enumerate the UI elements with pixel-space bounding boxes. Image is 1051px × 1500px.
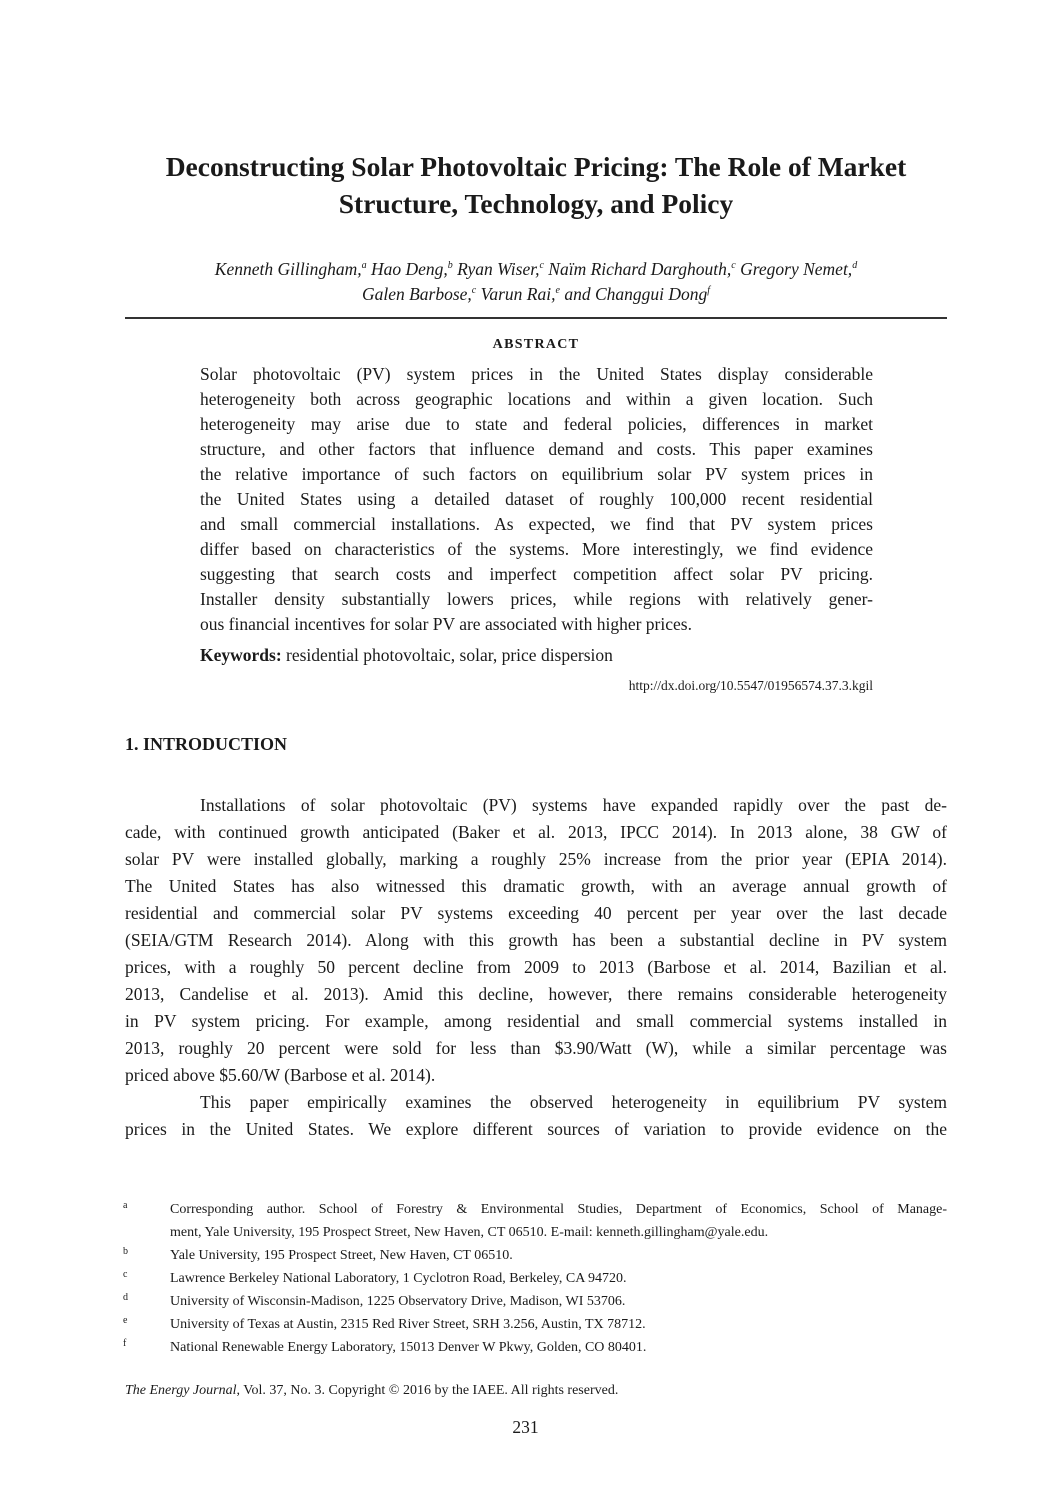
abstract-line: Installer density substantially lowers prices, while regions with relatively gener- xyxy=(200,589,873,609)
abstract-line: heterogeneity both across geographic locations and within a given location. Such xyxy=(200,389,873,409)
footnote-mark: a xyxy=(123,1200,128,1211)
body-line: 2013, Candelise et al. 2013). Amid this decline, however, there remains considerable heterogeneity xyxy=(125,984,947,1004)
journal-details: , Vol. 37, No. 3. Copyright © 2016 by the IAEE. All rights reserved. xyxy=(236,1383,619,1398)
title-line-1: Deconstructing Solar Photovoltaic Pricing: The Role of Market xyxy=(165,151,907,182)
author-name: Galen Barbose, xyxy=(361,284,472,304)
paper-title xyxy=(125,148,947,222)
journal-citation xyxy=(125,1381,618,1401)
body-line: solar PV were installed globally, marking a roughly 25% increase from the prior year (EPIA 2014). xyxy=(125,849,947,869)
abstract-line: suggesting that search costs and imperfect competition affect solar PV pricing. xyxy=(200,564,873,584)
abstract-body xyxy=(200,362,873,637)
affiliation-mark: e xyxy=(555,285,560,297)
abstract-line: and small commercial installations. As expected, we find that PV system prices xyxy=(200,514,873,534)
footnote-mark: d xyxy=(123,1292,128,1303)
footnote-a xyxy=(123,1198,947,1244)
footnote-line: Corresponding author. School of Forestry & Environmental Studies, Department of Economics, School of Manage- xyxy=(170,1202,947,1217)
abstract-line: Solar photovoltaic (PV) system prices in the United States display considerable xyxy=(200,364,873,384)
abstract-line: the relative importance of such factors on equilibrium solar PV system prices in xyxy=(200,464,873,484)
abstract-line: ous financial incentives for solar PV are associated with higher prices. xyxy=(200,614,692,634)
journal-name: The Energy Journal xyxy=(125,1383,237,1398)
author-name: Hao Deng, xyxy=(370,259,448,279)
body-line: in PV system pricing. For example, among residential and small commercial systems installed in xyxy=(125,1011,947,1031)
abstract-line: the United States using a detailed dataset of roughly 100,000 recent residential xyxy=(200,489,873,509)
footnote-f xyxy=(123,1336,947,1359)
footnotes xyxy=(123,1198,947,1359)
author-name: Ryan Wiser, xyxy=(457,259,540,279)
footnote-mark: c xyxy=(123,1269,128,1280)
doi-link[interactable]: http://dx.doi.org/10.5547/01956574.37.3.kgil xyxy=(628,678,873,693)
abstract-heading: ABSTRACT xyxy=(492,337,580,352)
body-text xyxy=(125,792,947,1143)
footnote-line: Lawrence Berkeley National Laboratory, 1 Cyclotron Road, Berkeley, CA 94720. xyxy=(170,1271,627,1286)
footnote-b xyxy=(123,1244,947,1267)
footnote-line: University of Wisconsin-Madison, 1225 Observatory Drive, Madison, WI 53706. xyxy=(170,1294,626,1309)
section-heading: 1. INTRODUCTION xyxy=(125,734,288,754)
author-name: Gregory Nemet, xyxy=(740,259,853,279)
body-line: 2013, roughly 20 percent were sold for less than $3.90/Watt (W), while a similar percentage was xyxy=(125,1038,947,1058)
body-line: cade, with continued growth anticipated (Baker et al. 2013, IPCC 2014). In 2013 alone, 38 GW of xyxy=(125,822,947,842)
body-line: prices in the United States. We explore different sources of variation to provide evidence on the xyxy=(125,1119,947,1139)
title-line-2: Structure, Technology, and Policy xyxy=(338,188,734,219)
body-line: (SEIA/GTM Research 2014). Along with this growth has been a substantial decline in PV system xyxy=(125,930,947,950)
abstract-line: differ based on characteristics of the systems. More interestingly, we find evidence xyxy=(200,539,873,559)
author-name: Naïm Richard Darghouth, xyxy=(548,259,732,279)
page-number: 231 xyxy=(512,1417,539,1437)
footnote-mark: b xyxy=(123,1246,128,1257)
abstract-line: heterogeneity may arise due to state and federal policies, differences in market xyxy=(200,414,873,434)
keywords xyxy=(200,643,873,668)
footnote-mark: f xyxy=(123,1338,127,1349)
affiliation-mark: b xyxy=(447,260,453,272)
footnote-line: National Renewable Energy Laboratory, 15013 Denver W Pkwy, Golden, CO 80401. xyxy=(170,1340,647,1355)
header-divider xyxy=(125,317,947,319)
affiliation-mark: c xyxy=(731,260,736,272)
footnote-line: Yale University, 195 Prospect Street, New Haven, CT 06510. xyxy=(170,1248,513,1263)
author-line-2 xyxy=(125,282,947,307)
footnote-mark: e xyxy=(123,1315,128,1326)
author-name: and Changgui Dong xyxy=(564,284,708,304)
body-line: The United States has also witnessed this dramatic growth, with an average annual growth of xyxy=(125,876,947,896)
body-line: prices, with a roughly 50 percent decline from 2009 to 2013 (Barbose et al. 2014, Bazilian et al. xyxy=(125,957,947,977)
footnote-c xyxy=(123,1267,947,1290)
abstract-line: structure, and other factors that influence demand and costs. This paper examines xyxy=(200,439,873,459)
body-line: priced above $5.60/W (Barbose et al. 2014). xyxy=(125,1065,436,1085)
footnote-e xyxy=(123,1313,947,1336)
affiliation-mark: f xyxy=(707,285,711,297)
author-name: Varun Rai, xyxy=(480,284,556,304)
keywords-label: Keywords: xyxy=(200,645,282,665)
author-name: Kenneth Gillingham, xyxy=(214,259,362,279)
author-line-1 xyxy=(125,257,947,282)
footnote-line: University of Texas at Austin, 2315 Red River Street, SRH 3.256, Austin, TX 78712. xyxy=(170,1317,646,1332)
footnote-line: ment, Yale University, 195 Prospect Street, New Haven, CT 06510. E-mail: kenneth.gillingham@yale.edu. xyxy=(170,1225,769,1240)
affiliation-mark: a xyxy=(361,260,367,272)
affiliation-mark: c xyxy=(471,285,477,297)
body-line: Installations of solar photovoltaic (PV) systems have expanded rapidly over the past de- xyxy=(200,795,947,815)
body-line: This paper empirically examines the observed heterogeneity in equilibrium PV system xyxy=(200,1092,947,1112)
affiliation-mark: d xyxy=(852,260,858,272)
body-line: residential and commercial solar PV systems exceeding 40 percent per year over the last decade xyxy=(125,903,947,923)
affiliation-mark: c xyxy=(539,260,544,272)
author-list xyxy=(125,257,947,307)
footnote-d xyxy=(123,1290,947,1313)
keywords-list: residential photovoltaic, solar, price dispersion xyxy=(286,645,613,665)
